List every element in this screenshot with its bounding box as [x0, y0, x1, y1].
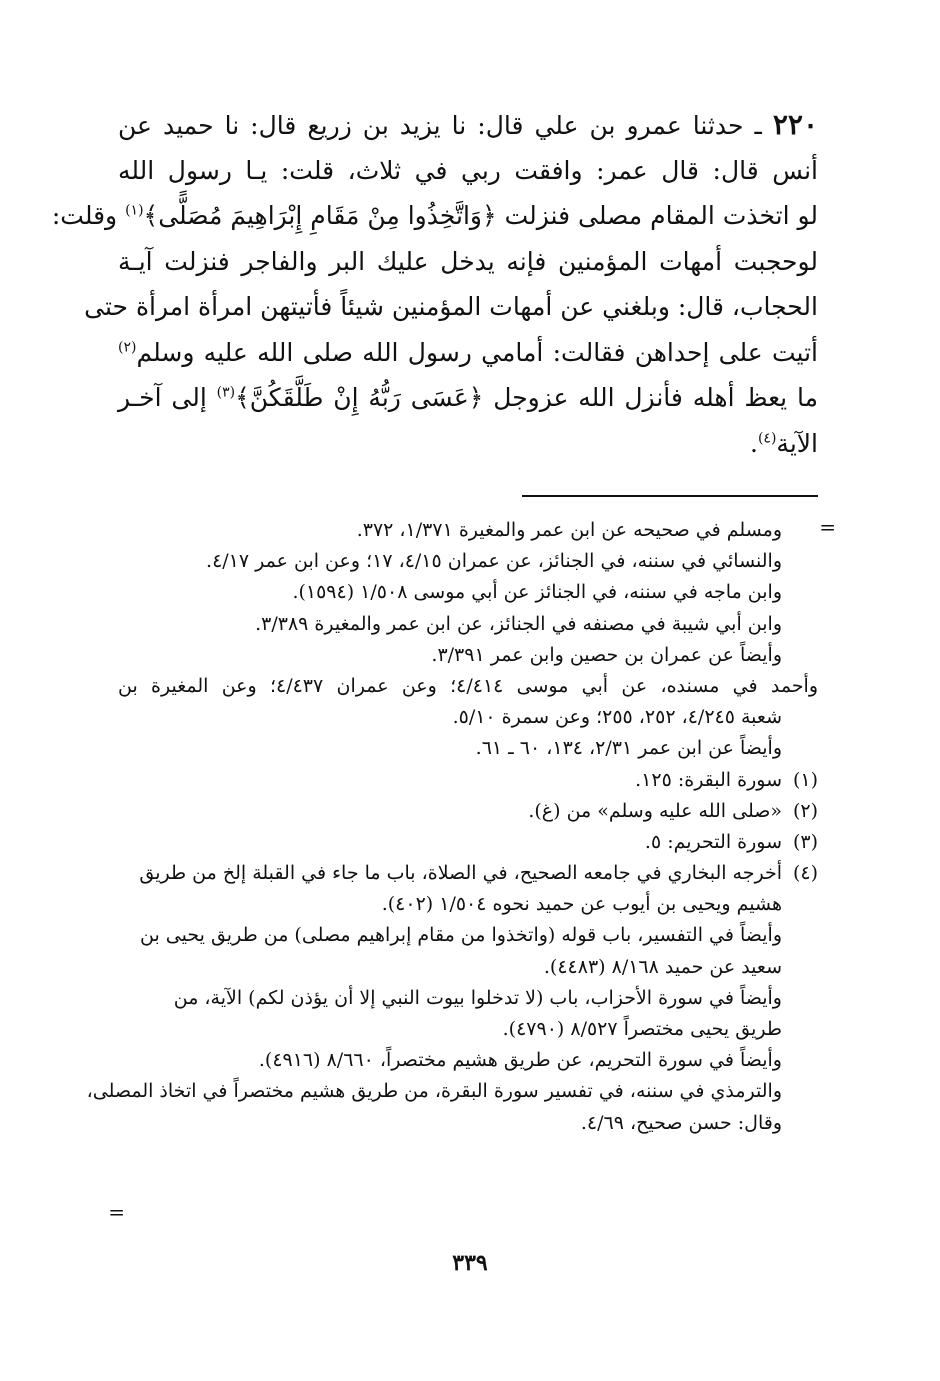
footnote-4-line: سعيد عن حميد ٨/١٦٨ (٤٤٨٣). — [543, 955, 782, 978]
page-number: ٣٣٩ — [452, 1250, 488, 1276]
hadith-line-1: ٢٢٠ ـ حدثنا عمرو بن علي قال: نا يزيد بن زريع قال: نا حميد عن — [118, 108, 818, 141]
continuation-mark-top: = — [819, 515, 836, 539]
hadith-number: ٢٢٠ — [772, 108, 818, 141]
footnote-4-line: وقال: حسن صحيح، ٤/٦٩. — [580, 1111, 782, 1134]
footnote-continued-line: شعبة ٤/٢٤٥، ٢٥٢، ٢٥٥؛ وعن سمرة ٥/١٠. — [452, 706, 782, 729]
hadith-line-6: أتيت على إحداهن فقالت: أمامي رسول الله صلى الله عليه وسلم$^{(٢)}$ — [118, 337, 818, 367]
hadith-line-5: الحجاب، قال: وبلغني عن أمهات المؤمنين شيئاً فأتيتهن امرأة امرأة حتى — [84, 292, 818, 321]
continuation-mark-bottom: = — [108, 1200, 125, 1224]
footnote-4-line: طريق يحيى مختصراً ٨/٥٢٧ (٤٧٩٠). — [502, 1018, 782, 1040]
footnote-2: (٢)«صلى الله عليه وسلم» من (غ). — [118, 796, 818, 827]
footnote-4-line: وأيضاً في سورة الأحزاب، باب (لا تدخلوا بيوت النبي إلا أن يؤذن لكم) الآية، من — [173, 986, 782, 1009]
footnote-4: (٤)أخرجه البخاري في جامعه الصحيح، في الصلاة، باب ما جاء في القبلة إلخ من طريق — [118, 858, 818, 889]
footnote-ref-2: (٢) — [118, 339, 137, 356]
footnote-continued-line: وابن ماجه في سننه، في الجنائز عن أبي موسى ١/٥٠٨ (١٥٩٤). — [292, 581, 782, 604]
footnote-3: (٣)سورة التحريم: ٥. — [118, 827, 818, 858]
footnote-ref-1: (١) — [125, 202, 144, 219]
footnote-continued-line: وأيضاً عن ابن عمر ٢/٣١، ١٣٤، ٦٠ ـ ٦١. — [475, 737, 782, 760]
hadith-line-8: الآية$^{(٤)}$. — [750, 428, 818, 458]
hadith-line-4: لوحجبت أمهات المؤمنين فإنه يدخل عليك البر والفاجر فنزلت آيـة — [118, 246, 818, 276]
footnote-1: (١)سورة البقرة: ١٢٥. — [118, 765, 818, 796]
footnotes — [86, 515, 819, 1139]
hadith-text — [51, 102, 818, 466]
footnote-number: (٢) — [792, 799, 818, 822]
footnote-number: (٤) — [792, 862, 818, 885]
footnote-separator — [522, 495, 818, 497]
footnote-4-line: والترمذي في سننه، في تفسير سورة البقرة، من طريق هشيم مختصراً في اتخاذ المصلى، — [86, 1080, 782, 1103]
footnote-ref-4: (٤) — [757, 430, 777, 447]
footnote-continued-line: وأحمد في مسنده، عن أبي موسى ٤/٤١٤؛ وعن عمران ٤/٤٣٧؛ وعن المغيرة بن — [118, 674, 819, 697]
footnote-4-line: هشيم ويحيى بن أيوب عن حميد نحوه ١/٥٠٤ (٤٠٢). — [381, 893, 782, 916]
footnote-continued-line: ومسلم في صحيحه عن ابن عمر والمغيرة ١/٣٧١، ٣٧٢. — [356, 519, 782, 541]
footnote-number: (١) — [792, 768, 818, 791]
footnote-continued-line: والنسائي في سننه، في الجنائز، عن عمران ٤/١٥، ١٧؛ وعن ابن عمر ٤/١٧. — [206, 550, 782, 573]
footnote-number: (٣) — [792, 830, 818, 853]
footnote-ref-3: (٣) — [216, 384, 236, 401]
footnote-4-line: وأيضاً في التفسير، باب قوله (واتخذوا من مقام إبراهيم مصلى) من طريق يحيى بن — [140, 924, 782, 947]
hadith-line-2: أنس قال: قال عمر: وافقت ربي في ثلاث، قلت: يـا رسول الله — [118, 155, 818, 185]
footnote-4-line: وأيضاً في سورة التحريم، عن طريق هشيم مختصراً، ٨/٦٦٠ (٤٩١٦). — [258, 1049, 782, 1072]
footnote-continued-line: وابن أبي شيبة في مصنفه في الجنائز، عن ابن عمر والمغيرة ٣/٣٨٩. — [255, 612, 782, 635]
hadith-line-7: ما يعظ أهله فأنزل الله عزوجل ﴿عَسَى رَبُّهُ إِنْ طَلَّقَكُنَّ﴾$^{(٣)}$ إلى آخـر — [118, 383, 818, 412]
footnote-continued-line: وأيضاً عن عمران بن حصين وابن عمر ٣/٣٩١. — [431, 643, 782, 666]
hadith-line-3: لو اتخذت المقام مصلى فنزلت ﴿وَاتَّخِذُوا مِنْ مَقَامِ إِبْرَاهِيمَ مُصَلًّى﴾$^{(١)}$ وقلت: — [51, 201, 818, 230]
